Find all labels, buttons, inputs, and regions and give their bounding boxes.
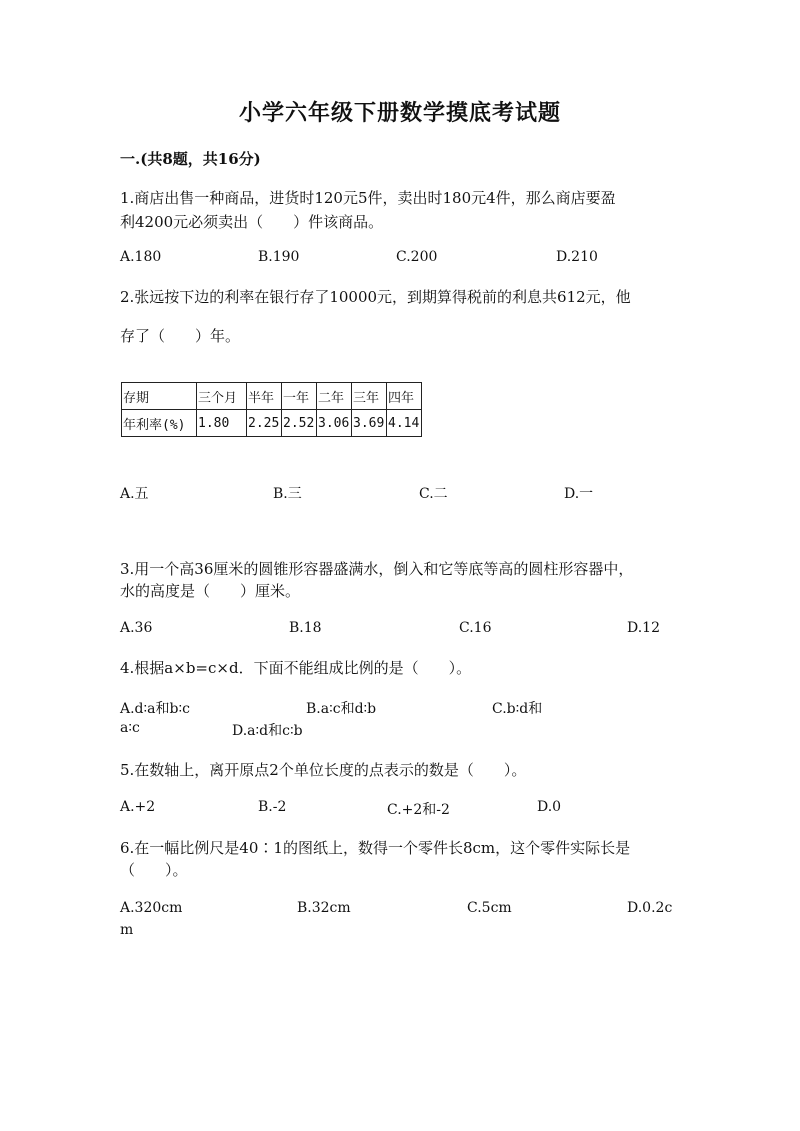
question-3-option-b: B.18 [289, 620, 322, 636]
question-5-option-c: C.+2和-2 [387, 802, 450, 818]
table-cell: 三年 [352, 383, 387, 410]
question-1-line-1: 1.商店出售一种商品，进货时120元5件，卖出时180元4件，那么商店要盈 [120, 189, 616, 207]
table-cell: 4.14 [387, 410, 422, 437]
question-2-option-d: D.一 [564, 486, 594, 502]
question-4-option-a: A.d∶a和b∶c [120, 701, 190, 717]
question-6-option-b: B.32cm [297, 900, 351, 916]
table-cell: 1.80 [197, 410, 247, 437]
table-header-row [122, 383, 422, 410]
question-4-line-1: 4.根据a×b=c×d．下面不能组成比例的是（ ）。 [120, 659, 472, 677]
question-5-option-a: A.+2 [120, 799, 156, 815]
question-4-option-d: D.a∶d和c∶b [232, 723, 303, 739]
question-2-line-2: 存了（ ）年。 [120, 327, 241, 345]
question-2-line-1: 2.张远按下边的利率在银行存了10000元，到期算得税前的利息共612元，他 [120, 288, 631, 306]
question-1-option-a: A.180 [120, 249, 162, 265]
section-heading: 一.(共8题，共16分) [120, 150, 261, 168]
table-cell: 2.52 [282, 410, 317, 437]
table-cell: 三个月 [197, 383, 247, 410]
interest-rate-table [121, 382, 422, 437]
question-1-option-b: B.190 [258, 249, 300, 265]
question-6-option-d: D.0.2c [627, 900, 673, 916]
question-2-option-b: B.三 [273, 486, 302, 502]
table-cell: 2.25 [247, 410, 282, 437]
table-row [122, 410, 422, 437]
table-cell: 存期 [122, 383, 197, 410]
table-cell: 四年 [387, 383, 422, 410]
question-3-option-a: A.36 [120, 620, 153, 636]
question-5-option-d: D.0 [537, 799, 562, 815]
question-6-line-2: （ ）。 [120, 861, 188, 879]
question-1-option-c: C.200 [396, 249, 438, 265]
page-title: 小学六年级下册数学摸底考试题 [238, 100, 561, 126]
table-cell: 3.06 [317, 410, 352, 437]
question-1-line-2: 利4200元必须卖出（ ）件该商品。 [120, 213, 384, 231]
question-3-option-c: C.16 [459, 620, 492, 636]
table-cell: 3.69 [352, 410, 387, 437]
question-3-option-d: D.12 [627, 620, 660, 636]
question-1-option-d: D.210 [556, 249, 598, 265]
question-2-option-c: C.二 [419, 486, 448, 502]
question-6-line-1: 6.在一幅比例尺是40∶1的图纸上，数得一个零件长8cm，这个零件实际长是 [120, 839, 631, 857]
question-6-option-c: C.5cm [467, 900, 512, 916]
question-5-line-1: 5.在数轴上，离开原点2个单位长度的点表示的数是（ ）。 [120, 761, 527, 779]
question-4-option-b: B.a∶c和d∶b [306, 701, 377, 717]
question-3-line-2: 水的高度是（ ）厘米。 [120, 582, 301, 600]
question-4-option-c: C.b∶d和 [492, 701, 543, 717]
question-6-option-d-continued: m [120, 922, 134, 938]
question-6-option-a: A.320cm [120, 900, 183, 916]
table-cell: 年利率(%) [122, 410, 197, 437]
table-cell: 半年 [247, 383, 282, 410]
question-5-option-b: B.-2 [258, 799, 287, 815]
table-cell: 一年 [282, 383, 317, 410]
question-3-line-1: 3.用一个高36厘米的圆锥形容器盛满水，倒入和它等底等高的圆柱形容器中， [120, 560, 634, 578]
table-cell: 二年 [317, 383, 352, 410]
question-4-option-c-continued: a∶c [120, 720, 140, 736]
question-2-option-a: A.五 [120, 486, 149, 502]
